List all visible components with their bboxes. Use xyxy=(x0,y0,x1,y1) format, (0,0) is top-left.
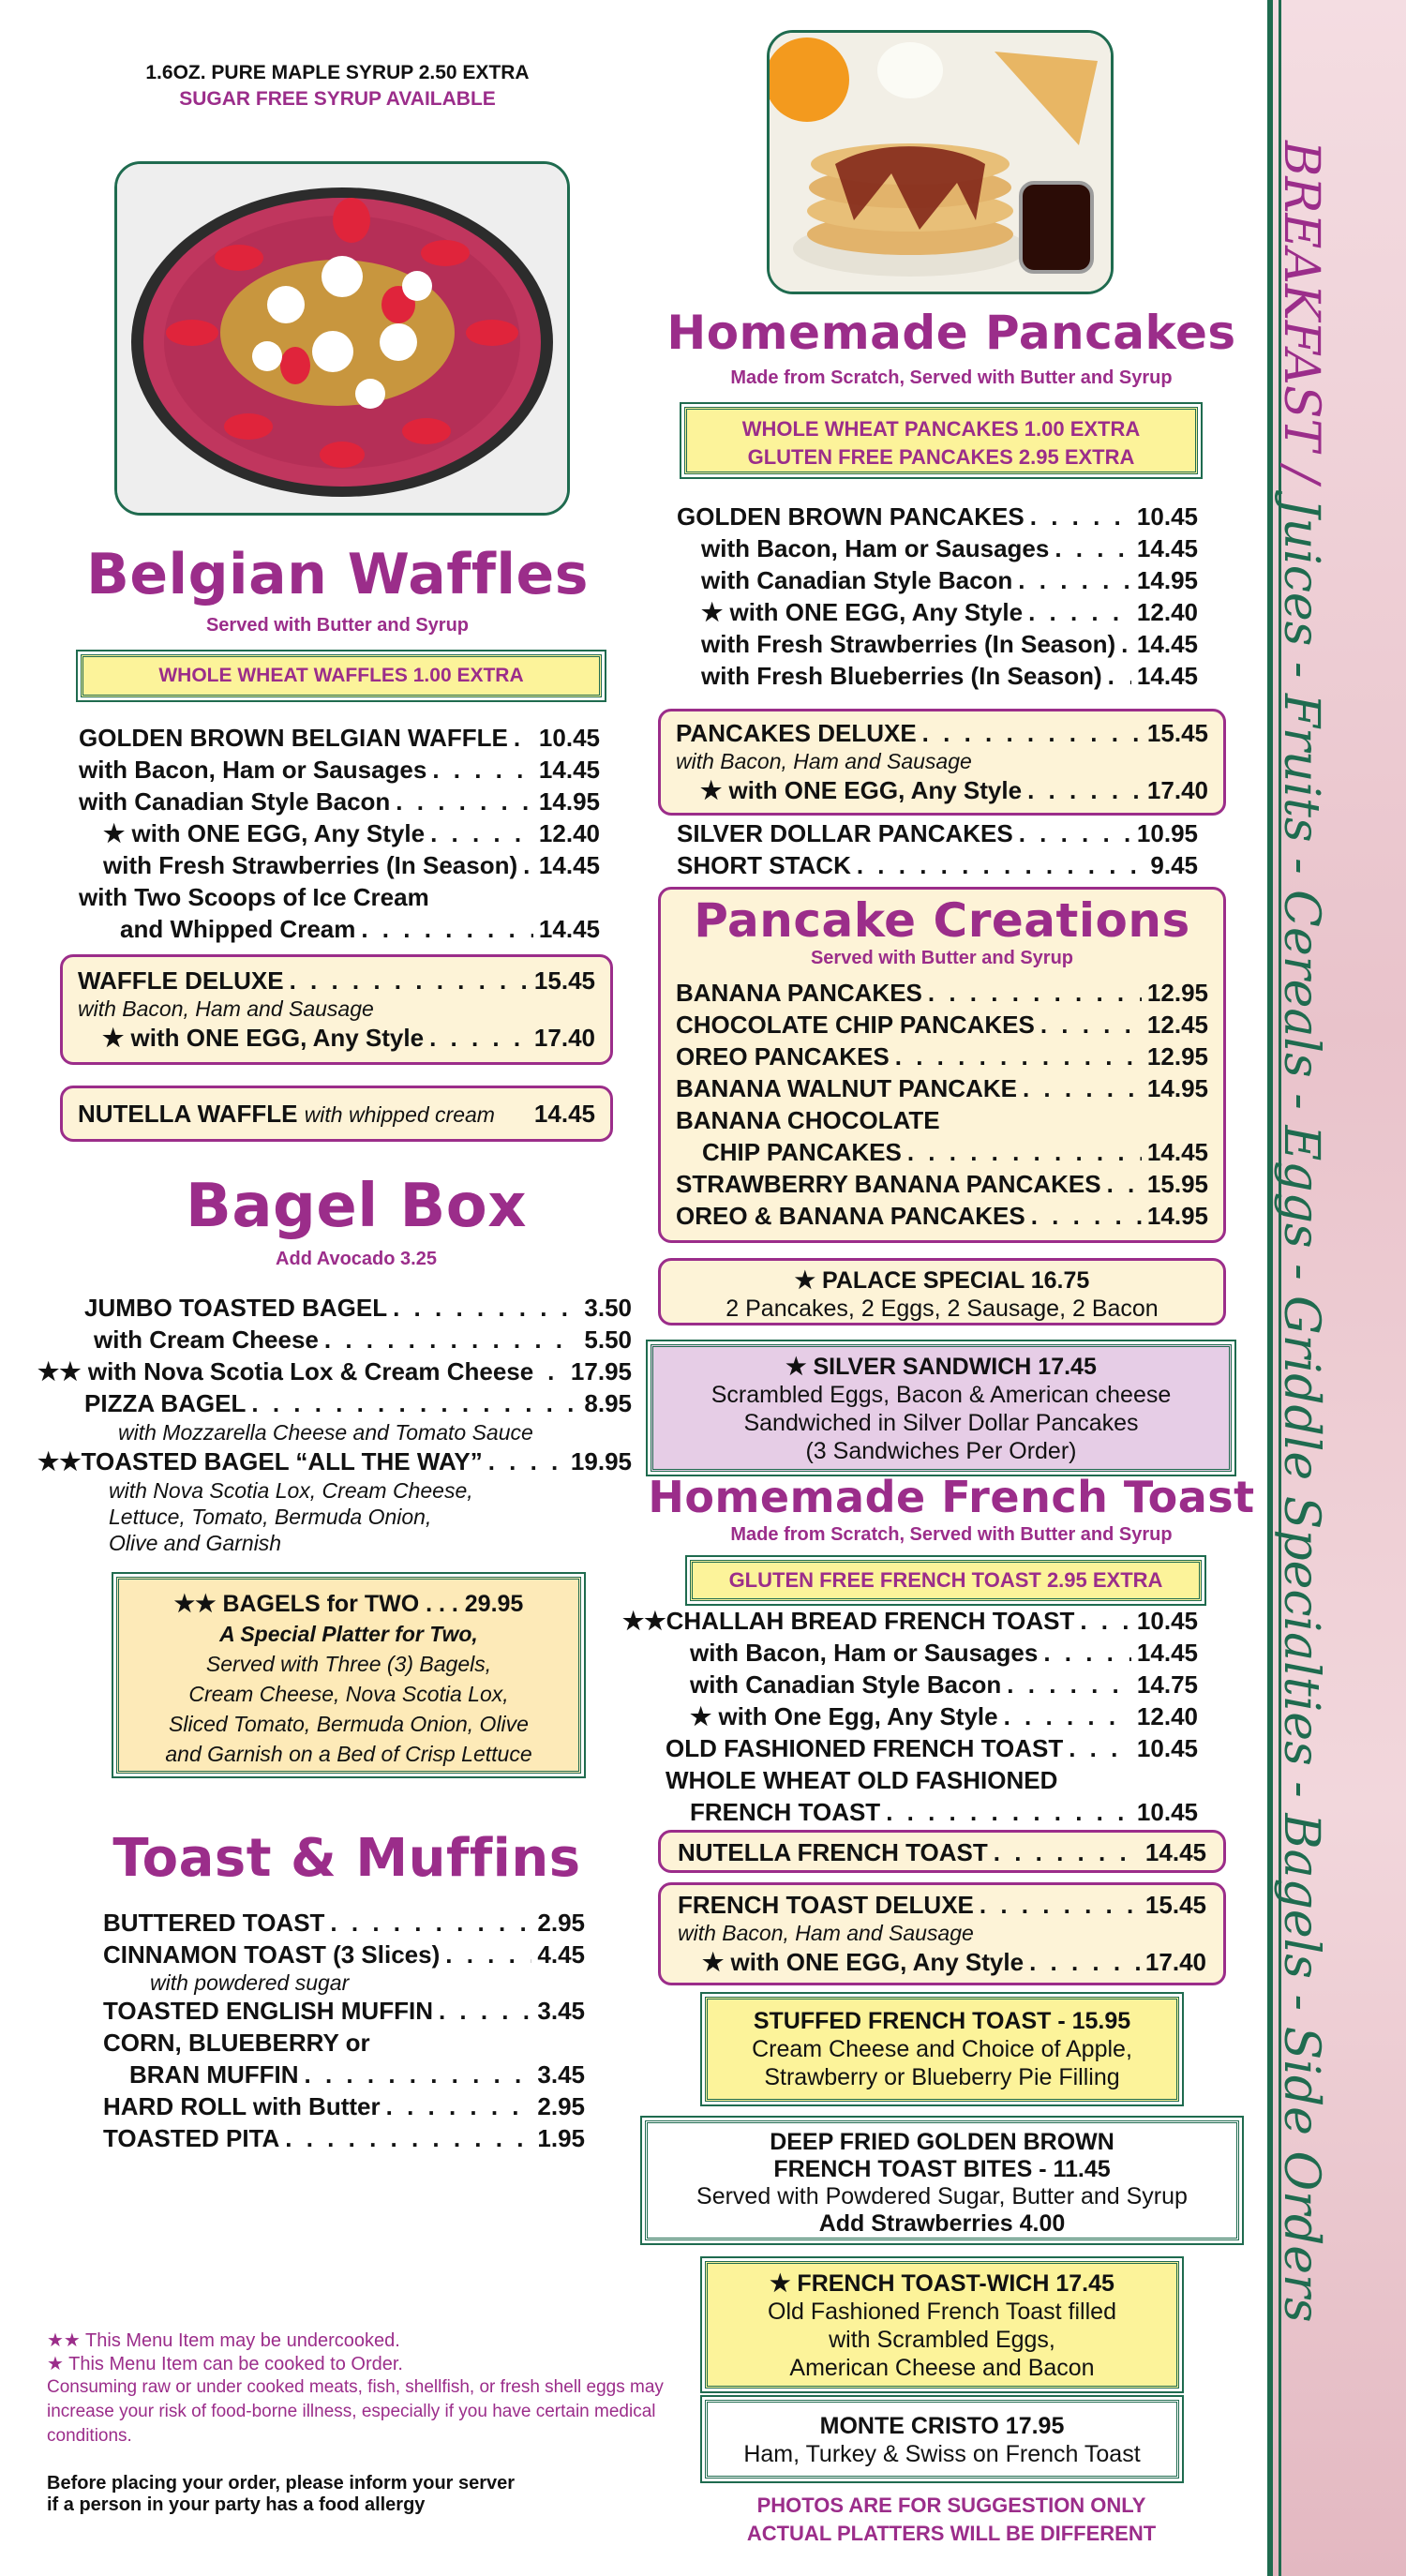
toast-title: Toast & Muffins xyxy=(112,1828,581,1889)
palace-desc: 2 Pancakes, 2 Eggs, 2 Sausage, 2 Bacon xyxy=(725,1295,1159,1322)
pancakes-subtitle: Made from Scratch, Served with Butter and Syrup xyxy=(730,367,1173,388)
dot-leader xyxy=(396,786,533,817)
french-list xyxy=(622,1605,1198,1828)
waffle-photo xyxy=(114,161,570,516)
dot-leader xyxy=(330,1907,531,1939)
pancakes-title: Homemade Pancakes xyxy=(666,306,1236,360)
french-items-3-price: 12.40 xyxy=(1136,1702,1198,1730)
sidebar-category-text xyxy=(1273,141,1329,2323)
french-items-1-name: with Bacon, Ham or Sausages xyxy=(690,1639,1039,1667)
list-item xyxy=(677,849,1198,881)
bagel-pizza-desc: with Mozzarella Cheese and Tomato Sauce xyxy=(118,1420,533,1445)
bagel-items-0-name: JUMBO TOASTED BAGEL xyxy=(84,1294,388,1322)
pancakes-box1: WHOLE WHEAT PANCAKES 1.00 EXTRA xyxy=(741,417,1141,441)
bagel-title: Bagel Box xyxy=(186,1172,527,1241)
list-item xyxy=(622,1605,1198,1637)
list-item xyxy=(103,2090,585,2122)
list-item xyxy=(676,1072,1208,1104)
waffles-nutella-price: 14.45 xyxy=(533,1099,595,1128)
list-item xyxy=(79,722,600,754)
dot-leader xyxy=(895,1041,1142,1072)
creations-items-1-name: CHOCOLATE CHIP PANCAKES xyxy=(676,1011,1035,1039)
toast-items-0-name: BUTTERED TOAST xyxy=(103,1909,325,1937)
syrup-note-line1: 1.6OZ. PURE MAPLE SYRUP 2.50 EXTRA xyxy=(145,62,530,83)
list-item xyxy=(103,2059,585,2090)
toast-items-7-price: 1.95 xyxy=(537,2124,585,2152)
photo-disclaimer xyxy=(647,2492,1256,2548)
waffles-items-2-price: 14.95 xyxy=(538,787,600,816)
french-subtitle: Made from Scratch, Served with Butter and Syrup xyxy=(730,1524,1173,1545)
bagel-items-2-price: 17.95 xyxy=(570,1357,632,1385)
list-item xyxy=(676,1041,1208,1072)
pancakes-items-5-price: 14.45 xyxy=(1136,662,1198,690)
list-item xyxy=(622,1669,1198,1700)
waffles-items-1-name: with Bacon, Ham or Sausages xyxy=(79,756,427,784)
dot-leader xyxy=(439,1995,531,2027)
toast-items-3-name: TOASTED ENGLISH MUFFIN xyxy=(103,1997,433,2025)
bagel-items-1-name: with Cream Cheese xyxy=(94,1325,319,1354)
legend-warning: Consuming raw or under cooked meats, fish, shellfish, or fresh shell eggs may increase your risk of food-borne illness, especially if you have certain medical conditions. xyxy=(47,2377,664,2446)
dot-leader xyxy=(1027,774,1142,806)
bagel-all-way-desc-2: Olive and Garnish xyxy=(109,1531,282,1555)
sidebar-part1: BREAKFAST / xyxy=(1273,141,1329,499)
toast-items-0-price: 2.95 xyxy=(537,1909,585,1937)
list-item xyxy=(677,628,1198,660)
bagel-subtitle: Add Avocado 3.25 xyxy=(276,1249,437,1269)
pancakes-items-1-price: 14.45 xyxy=(1136,534,1198,562)
whole-wheat-waffles-box: WHOLE WHEAT WAFFLES 1.00 EXTRA xyxy=(81,654,602,697)
dot-leader xyxy=(980,1889,1140,1921)
list-item xyxy=(677,817,1198,849)
toast-list xyxy=(103,1907,585,2154)
dot-leader xyxy=(432,754,533,786)
list-item xyxy=(79,849,600,881)
list-item xyxy=(37,1387,632,1419)
bagel-items-0-price: 3.50 xyxy=(584,1294,632,1322)
bagel-all-way-desc-1: Lettuce, Tomato, Bermuda Onion, xyxy=(109,1505,432,1529)
dot-leader xyxy=(922,717,1142,749)
creations-items-7-name: OREO & BANANA PANCAKES xyxy=(676,1202,1025,1230)
list-item xyxy=(622,1796,1198,1828)
french-stuffed-title: STUFFED FRENCH TOAST - 15.95 xyxy=(753,2008,1131,2034)
waffles-items-3-price: 12.40 xyxy=(538,819,600,847)
waffle-illustration xyxy=(117,164,567,513)
french-wich-title: ★ FRENCH TOAST-WICH 17.45 xyxy=(770,2270,1114,2297)
waffles-items-0-price: 10.45 xyxy=(538,724,600,752)
list-item xyxy=(79,913,600,945)
pancakes-items-5-name: with Fresh Blueberries (In Season) xyxy=(701,662,1102,690)
french-items-2-name: with Canadian Style Bacon xyxy=(690,1670,1002,1699)
french-monte-l1: Ham, Turkey & Swiss on French Toast xyxy=(743,2441,1141,2467)
bagel-two-l5: and Garnish on a Bed of Crisp Lettuce xyxy=(165,1742,532,1766)
list-item xyxy=(676,1009,1208,1041)
list-item xyxy=(79,754,600,786)
silver-l3: (3 Sandwiches Per Order) xyxy=(805,1438,1077,1464)
silver-sandwich-box xyxy=(651,1344,1232,1472)
list-item xyxy=(103,1995,585,2027)
pancakes-deluxe-box xyxy=(658,709,1226,816)
toast-items-5-name: BRAN MUFFIN xyxy=(129,2060,299,2089)
pancakes-items-2-name: with Canadian Style Bacon xyxy=(701,566,1013,594)
dot-leader xyxy=(1054,532,1131,564)
nutella-french-box xyxy=(658,1830,1226,1873)
list-item xyxy=(103,1907,585,1939)
dot-leader xyxy=(1040,1009,1142,1041)
dot-leader xyxy=(1018,564,1131,596)
french-items-0-name: ★★CHALLAH BREAD FRENCH TOAST xyxy=(622,1607,1075,1635)
dot-leader xyxy=(285,2122,531,2154)
waffles-nutella-desc: with whipped cream xyxy=(304,1101,495,1127)
dot-leader xyxy=(1028,596,1131,628)
french-bites-l4: Add Strawberries 4.00 xyxy=(818,2210,1066,2237)
pancake-illustration xyxy=(770,33,1111,292)
list-item xyxy=(79,786,600,817)
bagel-items-2-mark: ★★ xyxy=(37,1357,82,1385)
creations-items-2-price: 12.95 xyxy=(1146,1042,1208,1071)
legend xyxy=(47,2329,684,2516)
list-item: with Two Scoops of Ice Cream xyxy=(79,883,429,911)
bagel-all-way-desc-0: with Nova Scotia Lox, Cream Cheese, xyxy=(109,1478,473,1503)
list-item xyxy=(103,1939,585,1970)
bagel-items-3-name: PIZZA BAGEL xyxy=(84,1389,247,1417)
dot-leader xyxy=(430,817,533,849)
dot-leader xyxy=(488,1445,565,1477)
pancakes-items-4-name: with Fresh Strawberries (In Season) xyxy=(701,630,1116,658)
dot-leader xyxy=(1019,817,1131,849)
sidebar-part2: Juices - Fruits - Cereals - Eggs - Griddle Specialties - Bagels - Side Orders xyxy=(1273,498,1329,2323)
pancakes-extra-list xyxy=(677,817,1198,881)
stuffed-french-box xyxy=(705,1997,1179,2102)
photo-note-l2: ACTUAL PLATTERS WILL BE DIFFERENT xyxy=(746,2522,1157,2545)
list-item xyxy=(622,1732,1198,1764)
dot-leader xyxy=(1080,1605,1131,1637)
creations-items-6-name: STRAWBERRY BANANA PANCAKES xyxy=(676,1170,1101,1198)
creations-items-6-price: 15.95 xyxy=(1146,1170,1208,1198)
legend-l2: ★ This Menu Item can be cooked to Order. xyxy=(47,2354,403,2374)
dot-leader xyxy=(1108,660,1131,692)
french-wich-l2: with Scrambled Eggs, xyxy=(829,2327,1055,2353)
creations-items-0-name: BANANA PANCAKES xyxy=(676,979,922,1007)
french-items-3-name: ★ with One Egg, Any Style xyxy=(690,1702,998,1730)
pancakes-items-4-price: 14.45 xyxy=(1136,630,1198,658)
bagel-two-l3: Cream Cheese, Nova Scotia Lox, xyxy=(188,1682,509,1706)
creations-items-1-price: 12.45 xyxy=(1146,1011,1208,1039)
toast-items-5-price: 3.45 xyxy=(537,2060,585,2089)
bagel-all-way-name: TOASTED BAGEL “ALL THE WAY” xyxy=(81,1447,483,1475)
dot-leader xyxy=(445,1939,531,1970)
dot-leader xyxy=(1031,1200,1142,1232)
french-title: Homemade French Toast xyxy=(648,1472,1255,1522)
legend-allergy2: if a person in your party has a food allergy xyxy=(47,2494,426,2515)
dot-leader xyxy=(1029,1946,1140,1978)
list-item xyxy=(37,1355,632,1387)
dot-leader xyxy=(886,1796,1131,1828)
legend-l1: ★★ This Menu Item may be undercooked. xyxy=(47,2330,400,2351)
french-deluxe-price: 15.45 xyxy=(1144,1891,1206,1919)
bagel-items-1-price: 5.50 xyxy=(584,1325,632,1354)
dot-leader xyxy=(907,1136,1142,1168)
french-deluxe-name: FRENCH TOAST DELUXE xyxy=(678,1891,974,1919)
waffles-deluxe-egg: ★ with ONE EGG, Any Style xyxy=(102,1024,425,1052)
toast-items-2-name: with powdered sugar xyxy=(150,1970,350,1995)
bagel-items-3-price: 8.95 xyxy=(584,1389,632,1417)
list-item xyxy=(677,532,1198,564)
dot-leader xyxy=(1023,1072,1142,1104)
waffle-deluxe-box xyxy=(60,954,613,1065)
pancake-creations-box xyxy=(658,887,1226,1243)
creations-items-5-name: CHIP PANCAKES xyxy=(702,1138,902,1166)
pancakes-extra-1-price: 9.45 xyxy=(1150,851,1198,879)
pancakes-deluxe-price: 15.45 xyxy=(1146,719,1208,747)
pancakes-items-0-name: GOLDEN BROWN PANCAKES xyxy=(677,502,1025,531)
dot-leader xyxy=(429,1022,529,1054)
dot-leader xyxy=(1043,1637,1131,1669)
list-item xyxy=(622,1700,1198,1732)
palace-special-box xyxy=(658,1258,1226,1325)
gluten-free-french-box: GLUTEN FREE FRENCH TOAST 2.95 EXTRA xyxy=(690,1560,1202,1601)
palace-title: ★ PALACE SPECIAL 16.75 xyxy=(794,1267,1090,1294)
list-item: CORN, BLUEBERRY or xyxy=(103,2029,370,2057)
waffles-deluxe-name: WAFFLE DELUXE xyxy=(78,966,284,995)
dot-leader xyxy=(393,1292,578,1324)
pancakes-extra-0-name: SILVER DOLLAR PANCAKES xyxy=(677,819,1013,847)
french-wich-l3: American Cheese and Bacon xyxy=(789,2355,1095,2381)
dot-leader xyxy=(361,913,533,945)
dot-leader xyxy=(523,849,533,881)
pancakes-items-3-name: ★ with ONE EGG, Any Style xyxy=(701,598,1024,626)
waffles-nutella-name: NUTELLA WAFFLE xyxy=(78,1099,298,1128)
waffles-deluxe-desc: with Bacon, Ham and Sausage xyxy=(78,996,374,1021)
french-items-1-price: 14.45 xyxy=(1136,1639,1198,1667)
creations-items-5-price: 14.45 xyxy=(1146,1138,1208,1166)
list-item xyxy=(677,564,1198,596)
dot-leader xyxy=(386,2090,532,2122)
dot-leader xyxy=(994,1833,1140,1872)
waffles-list xyxy=(79,722,600,945)
pancakes-list xyxy=(677,501,1198,692)
waffles-items-0-name: GOLDEN BROWN BELGIAN WAFFLE xyxy=(79,724,508,752)
dot-leader xyxy=(324,1324,579,1355)
bagel-two-title: ★★ BAGELS for TWO . . . 29.95 xyxy=(173,1591,524,1617)
bagel-two-l2: Served with Three (3) Bagels, xyxy=(205,1652,492,1676)
list-item xyxy=(677,660,1198,692)
dot-leader xyxy=(1107,1168,1142,1200)
pancake-extras-box xyxy=(684,407,1198,474)
dot-leader xyxy=(514,722,533,754)
pancakes-extra-1-name: SHORT STACK xyxy=(677,851,851,879)
french-deluxe-box xyxy=(658,1882,1226,1985)
waffles-deluxe-price: 15.45 xyxy=(533,966,595,995)
list-item xyxy=(79,817,600,849)
bagel-all-way-mark: ★★ xyxy=(37,1447,82,1475)
bagel-items-2-name: with Nova Scotia Lox & Cream Cheese xyxy=(87,1357,534,1385)
silver-l2: Sandwiched in Silver Dollar Pancakes xyxy=(743,1410,1139,1436)
bagel-all-way-price: 19.95 xyxy=(570,1447,632,1475)
monte-cristo-box xyxy=(705,2400,1179,2479)
waffles-items-4-name: with Fresh Strawberries (In Season) xyxy=(103,851,518,879)
toast-items-1-name: CINNAMON TOAST (3 Slices) xyxy=(103,1940,441,1969)
bagel-two-l1: A Special Platter for Two, xyxy=(219,1622,478,1646)
waffles-items-3-name: ★ with ONE EGG, Any Style xyxy=(103,819,426,847)
french-deluxe-egg: ★ with ONE EGG, Any Style xyxy=(702,1948,1025,1976)
dot-leader xyxy=(1121,628,1131,660)
toast-items-1-price: 4.45 xyxy=(537,1940,585,1969)
bagel-two-l4: Sliced Tomato, Bermuda Onion, Olive xyxy=(169,1712,529,1736)
french-monte-title: MONTE CRISTO 17.95 xyxy=(819,2413,1065,2439)
french-toast-wich-box xyxy=(705,2261,1179,2389)
syrup-note-line2: SUGAR FREE SYRUP AVAILABLE xyxy=(179,88,496,110)
nutella-waffle-box xyxy=(60,1086,613,1142)
french-bites-l1: DEEP FRIED GOLDEN BROWN xyxy=(770,2129,1114,2155)
pancakes-box2: GLUTEN FREE PANCAKES 2.95 EXTRA xyxy=(747,445,1135,469)
list-item: BANANA CHOCOLATE xyxy=(676,1106,940,1134)
pancakes-deluxe-egg-price: 17.40 xyxy=(1146,776,1208,804)
toast-items-3-price: 3.45 xyxy=(537,1997,585,2025)
creations-title: Pancake Creations xyxy=(694,893,1190,948)
waffles-items-6-price: 14.45 xyxy=(538,915,600,943)
french-bites-l2: FRENCH TOAST BITES - 11.45 xyxy=(773,2156,1111,2182)
list-item xyxy=(676,1200,1208,1232)
pancakes-items-0-price: 10.45 xyxy=(1136,502,1198,531)
pancakes-items-3-price: 12.40 xyxy=(1136,598,1198,626)
bagel-list xyxy=(37,1292,632,1556)
creations-items-2-name: OREO PANCAKES xyxy=(676,1042,890,1071)
bagels-for-two-box xyxy=(116,1577,581,1774)
list-item xyxy=(37,1292,632,1324)
dot-leader xyxy=(928,977,1142,1009)
waffles-items-1-price: 14.45 xyxy=(538,756,600,784)
dot-leader xyxy=(547,1355,557,1387)
pancakes-items-1-name: with Bacon, Ham or Sausages xyxy=(701,534,1050,562)
list-item xyxy=(676,1168,1208,1200)
waffles-items-2-name: with Canadian Style Bacon xyxy=(79,787,391,816)
syrup-note xyxy=(56,62,619,111)
dot-leader xyxy=(1004,1700,1131,1732)
pancakes-items-2-price: 14.95 xyxy=(1136,566,1198,594)
french-deluxe-egg-price: 17.40 xyxy=(1144,1948,1206,1976)
french-nutella-price: 14.45 xyxy=(1144,1838,1206,1866)
french-deluxe-desc: with Bacon, Ham and Sausage xyxy=(678,1921,974,1945)
list-item xyxy=(676,977,1208,1009)
pancakes-extra-0-price: 10.95 xyxy=(1136,819,1198,847)
list-item xyxy=(103,2122,585,2154)
dot-leader xyxy=(1069,1732,1131,1764)
creations-items-7-price: 14.95 xyxy=(1146,1202,1208,1230)
french-items-6-price: 10.45 xyxy=(1136,1798,1198,1826)
silver-title: ★ SILVER SANDWICH 17.45 xyxy=(785,1354,1097,1380)
waffles-items-6-name: and Whipped Cream xyxy=(120,915,356,943)
pancakes-deluxe-egg: ★ with ONE EGG, Any Style xyxy=(700,776,1023,804)
creations-items-3-price: 14.95 xyxy=(1146,1074,1208,1102)
creations-items-0-price: 12.95 xyxy=(1146,979,1208,1007)
waffles-items-4-price: 14.45 xyxy=(538,851,600,879)
dot-leader xyxy=(1007,1669,1131,1700)
french-wich-l1: Old Fashioned French Toast filled xyxy=(768,2299,1116,2325)
creations-subtitle: Served with Butter and Syrup xyxy=(810,948,1074,968)
list-item xyxy=(677,501,1198,532)
silver-l1: Scrambled Eggs, Bacon & American cheese xyxy=(710,1382,1172,1408)
toast-items-7-name: TOASTED PITA xyxy=(103,2124,280,2152)
dot-leader xyxy=(305,2059,532,2090)
french-items-0-price: 10.45 xyxy=(1136,1607,1198,1635)
french-items-4-name: OLD FASHIONED FRENCH TOAST xyxy=(666,1734,1064,1762)
dot-leader xyxy=(1030,501,1131,532)
french-bites-box xyxy=(645,2120,1239,2240)
legend-allergy1: Before placing your order, please inform your server xyxy=(47,2473,516,2494)
waffles-title: Belgian Waffles xyxy=(86,542,589,607)
french-nutella-name: NUTELLA FRENCH TOAST xyxy=(678,1838,988,1866)
french-items-2-price: 14.75 xyxy=(1136,1670,1198,1699)
pancakes-deluxe-desc: with Bacon, Ham and Sausage xyxy=(676,749,972,773)
dot-leader xyxy=(251,1387,578,1419)
pancake-photo xyxy=(767,30,1114,294)
toast-items-6-name: HARD ROLL with Butter xyxy=(103,2092,381,2120)
waffles-deluxe-egg-price: 17.40 xyxy=(533,1024,595,1052)
list-item: WHOLE WHEAT OLD FASHIONED xyxy=(666,1766,1058,1794)
list-item xyxy=(676,1136,1208,1168)
list-item xyxy=(37,1324,632,1355)
dot-leader xyxy=(290,965,529,996)
french-bites-l3: Served with Powdered Sugar, Butter and Syrup xyxy=(696,2183,1188,2209)
creations-items-3-name: BANANA WALNUT PANCAKE xyxy=(676,1074,1017,1102)
list-item xyxy=(622,1637,1198,1669)
french-stuffed-l1: Cream Cheese and Choice of Apple, xyxy=(752,2036,1132,2062)
photo-note-l1: PHOTOS ARE FOR SUGGESTION ONLY xyxy=(756,2494,1146,2517)
toast-items-6-price: 2.95 xyxy=(537,2092,585,2120)
french-stuffed-l2: Strawberry or Blueberry Pie Filling xyxy=(764,2064,1120,2090)
dot-leader xyxy=(857,849,1145,881)
list-item xyxy=(37,1445,632,1477)
waffles-subtitle: Served with Butter and Syrup xyxy=(205,615,470,636)
pancakes-deluxe-name: PANCAKES DELUXE xyxy=(676,719,917,747)
french-items-4-price: 10.45 xyxy=(1136,1734,1198,1762)
french-items-6-name: FRENCH TOAST xyxy=(690,1798,881,1826)
list-item xyxy=(677,596,1198,628)
